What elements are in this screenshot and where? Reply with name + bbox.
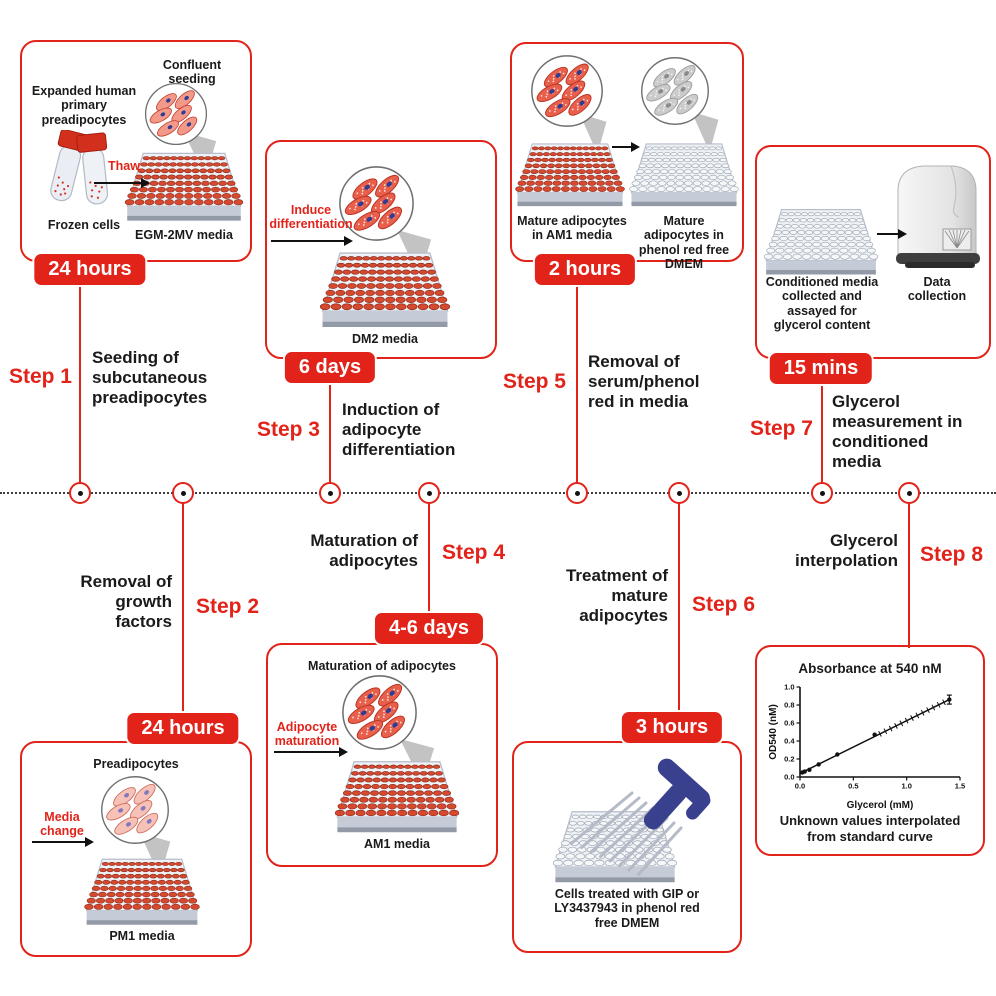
thaw-label: Thaw bbox=[108, 159, 140, 173]
well-plate-red-icon bbox=[328, 755, 466, 839]
multichannel-pipette-icon bbox=[562, 757, 732, 885]
timeline-node-step4 bbox=[418, 482, 440, 504]
duration-badge-step7: 15 mins bbox=[768, 351, 874, 386]
svg-text:1.0: 1.0 bbox=[901, 781, 912, 791]
step3-label: Step 3 bbox=[256, 418, 320, 441]
conditioned-media-label: Conditioned media collected and assayed for glycerol content bbox=[765, 275, 879, 333]
media-change-label: Media change bbox=[40, 810, 84, 838]
step1-label: Step 1 bbox=[8, 365, 72, 388]
svg-text:0.5: 0.5 bbox=[848, 781, 859, 791]
well-plate-white-icon bbox=[763, 203, 879, 281]
step2-label: Step 2 bbox=[196, 595, 260, 618]
well-plate-white-icon bbox=[628, 138, 740, 212]
timeline-node-step7 bbox=[811, 482, 833, 504]
duration-badge-step1: 24 hours bbox=[32, 252, 147, 287]
step5-title: Removal of serum/phenol red in media bbox=[588, 352, 700, 412]
step3-title: Induction of adipocyte differentiation bbox=[342, 400, 456, 460]
confluent-seeding-label: Confluent seeding bbox=[162, 58, 222, 87]
thaw-arrow bbox=[94, 182, 142, 184]
plate-reader-icon bbox=[891, 159, 983, 271]
expanded-preadipocytes-label: Expanded human primary preadipocytes bbox=[31, 84, 137, 127]
treatment-caption-label: Cells treated with GIP or LY3437943 in phenol red free DMEM bbox=[554, 887, 700, 930]
well-plate-red-icon bbox=[317, 246, 453, 334]
maturing-adipocytes-magnified-icon bbox=[341, 674, 418, 751]
timeline-connector-step3 bbox=[329, 378, 331, 484]
timeline-connector-step8 bbox=[908, 502, 910, 648]
media-swap-arrow bbox=[612, 146, 632, 148]
induce-differentiation-label: Induce differentiation bbox=[269, 203, 353, 231]
step4-label: Step 4 bbox=[442, 541, 506, 564]
mature-adipocytes-magnified-icon bbox=[530, 54, 604, 128]
dm2-media-label: DM2 media bbox=[352, 332, 418, 346]
induce-differentiation-arrow bbox=[271, 240, 345, 242]
step8-box bbox=[755, 645, 985, 856]
step8-title: Glycerol interpolation bbox=[795, 531, 898, 571]
step6-box bbox=[512, 741, 742, 953]
timeline-connector-step2 bbox=[182, 502, 184, 714]
data-collection-label: Data collection bbox=[907, 275, 967, 304]
step1-title: Seeding of subcutaneous preadipocytes bbox=[92, 348, 208, 408]
preadipocytes-magnified-icon bbox=[100, 775, 170, 845]
timeline-connector-step1 bbox=[79, 280, 81, 484]
duration-badge-step2: 24 hours bbox=[125, 711, 240, 746]
step7-title: Glycerol measurement in conditioned media bbox=[832, 392, 963, 472]
step2-box bbox=[20, 741, 252, 957]
timeline-node-step8 bbox=[898, 482, 920, 504]
duration-badge-step5: 2 hours bbox=[533, 252, 637, 287]
frozen-vials-icon bbox=[42, 130, 122, 222]
adipocyte-maturation-label: Adipocyte maturation bbox=[274, 720, 340, 748]
timeline-dotted-line bbox=[0, 492, 996, 494]
egm2mv-media-label: EGM-2MV media bbox=[135, 228, 233, 242]
svg-text:1.0: 1.0 bbox=[784, 682, 795, 692]
step4-box bbox=[266, 643, 498, 867]
step6-title: Treatment of mature adipocytes bbox=[565, 566, 668, 626]
preadipocytes-label: Preadipocytes bbox=[93, 757, 179, 771]
svg-text:Glycerol (mM): Glycerol (mM) bbox=[846, 800, 914, 811]
mature-adipocytes-gray-magnified-icon bbox=[640, 56, 710, 126]
timeline-node-step2 bbox=[172, 482, 194, 504]
maturation-title-label: Maturation of adipocytes bbox=[308, 659, 456, 673]
standard-curve-chart bbox=[767, 679, 969, 811]
well-plate-red-icon bbox=[514, 138, 626, 212]
step4-title: Maturation of adipocytes bbox=[310, 531, 418, 571]
svg-text:0.2: 0.2 bbox=[784, 754, 795, 764]
svg-text:0.0: 0.0 bbox=[794, 781, 806, 791]
svg-text:0.0: 0.0 bbox=[784, 772, 795, 782]
to-reader-arrow bbox=[877, 233, 899, 235]
step8-label: Step 8 bbox=[920, 543, 984, 566]
duration-badge-step6: 3 hours bbox=[620, 710, 724, 745]
pm1-media-label: PM1 media bbox=[109, 929, 175, 943]
adipocyte-maturation-arrow bbox=[274, 751, 340, 753]
confluent-cells-magnified-icon bbox=[144, 82, 208, 146]
timeline-node-step1 bbox=[69, 482, 91, 504]
timeline-node-step5 bbox=[566, 482, 588, 504]
chart-caption: Unknown values interpolated from standard curve bbox=[779, 813, 961, 845]
am1-media-label: AM1 media bbox=[364, 837, 430, 851]
duration-badge-step4: 4-6 days bbox=[373, 611, 485, 646]
timeline-connector-step4 bbox=[428, 502, 430, 614]
media-change-arrow bbox=[32, 841, 86, 843]
mature-am1-label: Mature adipocytes in AM1 media bbox=[517, 214, 627, 243]
duration-badge-step3: 6 days bbox=[283, 350, 377, 385]
step1-box bbox=[20, 40, 252, 262]
frozen-cells-label: Frozen cells bbox=[47, 218, 121, 232]
well-plate-red-icon bbox=[82, 853, 202, 931]
step6-label: Step 6 bbox=[692, 593, 756, 616]
step3-box bbox=[265, 140, 497, 359]
step7-label: Step 7 bbox=[749, 417, 813, 440]
timeline-connector-step5 bbox=[576, 280, 578, 484]
step2-title: Removal of growth factors bbox=[80, 572, 172, 632]
timeline-node-step6 bbox=[668, 482, 690, 504]
svg-text:1.5: 1.5 bbox=[954, 781, 966, 791]
timeline-connector-step6 bbox=[678, 502, 680, 713]
timeline-connector-step7 bbox=[821, 380, 823, 484]
svg-text:0.4: 0.4 bbox=[784, 736, 795, 746]
step7-box bbox=[755, 145, 991, 359]
timeline-node-step3 bbox=[319, 482, 341, 504]
svg-text:0.6: 0.6 bbox=[784, 718, 795, 728]
chart-title: Absorbance at 540 nM bbox=[798, 661, 942, 676]
svg-text:0.8: 0.8 bbox=[784, 700, 795, 710]
mature-phenol-free-label: Mature adipocytes in phenol red free DMEM bbox=[638, 214, 730, 272]
step5-label: Step 5 bbox=[502, 370, 566, 393]
svg-text:OD540 (nM): OD540 (nM) bbox=[768, 704, 779, 760]
